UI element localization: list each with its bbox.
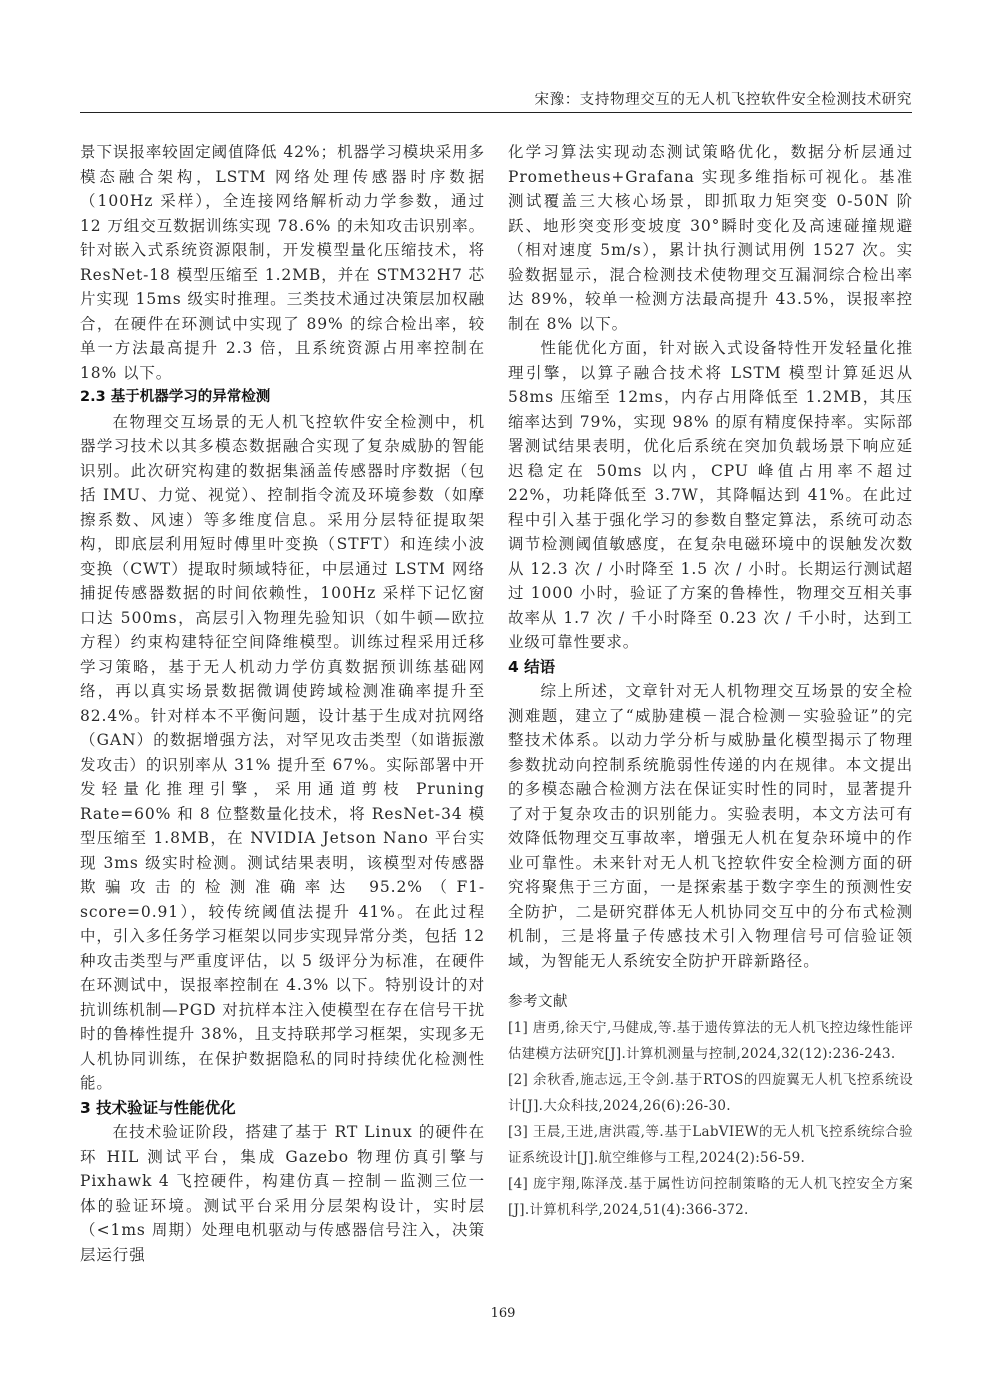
reference-item: [2] 余秋香,施志远,王令剑.基于RTOS的四旋翼无人机飞控系统设计[J].大众科技,2024,26(6):26-30.	[508, 1072, 913, 1114]
running-title: 宋豫：支持物理交互的无人机飞控软件安全检测技术研究	[534, 92, 912, 108]
left-column	[80, 140, 485, 1267]
paragraph-ml-detection: 在物理交互场景的无人机飞控软件安全检测中，机器学习技术以其多模态数据融合实现了复杂威胁的智能识别。此次研究构建的数据集涵盖传感器时序数据（包括 IMU、力觉、视觉）、控制指令流及环境参数（如摩擦系数、风速）等多维度信息。采用分层特征提取架构，即底层利用短时傅里叶变换（STFT）和连续小波变换（CWT）提取时频域特征，中层通过 LSTM 网络捕捉传感器数据的时间依赖性，100Hz 采样下记忆窗口达 500ms，高层引入物理先验知识（如牛顿—欧拉方程）约束构建特征空间降维模型。训练过程采用迁移学习策略，基于无人机动力学仿真数据预训练基础网络，再以真实场景数据微调使跨域检测准确率提升至 82.4%。针对样本不平衡问题，设计基于生成对抗网络（GAN）的数据增强方法，对罕见攻击类型（如谐振激发攻击）的识别率从 31% 提升至 67%。实际部署中开发轻量化推理引擎，采用通道剪枝 Pruning Rate=60% 和 8 位整数量化技术，将 ResNet-34 模型压缩至 1.8MB，在 NVIDIA Jetson Nano 平台实现 3ms 级实时检测。测试结果表明，该模型对传感器欺骗攻击的检测准确率达 95.2%（F1-score=0.91），较传统阈值法提升 41%。在此过程中，引入多任务学习框架以同步实现异常分类，包括 12 种攻击类型与严重度评估，以 5 级评分为标准，在硬件在环测试中，误报率控制在 4.3% 以下。特别设计的对抗训练机制—PGD 对抗样本注入使模型在存在信号干扰时的鲁棒性提升 38%，且支持联邦学习框架，实现多无人机协同训练，在保护数据隐私的同时持续优化检测性能。	[80, 412, 485, 1092]
paragraph-continued: 景下误报率较固定阈值降低 42%；机器学习模块采用多模态融合架构，LSTM 网络处理传感器时序数据（100Hz 采样），全连接网络解析动力学参数，通过 12 万组交互数据训练实现 78.6% 的未知攻击识别率。针对嵌入式系统资源限制，开发模型量化压缩技术，将 ResNet-18 模型压缩至 1.2MB，并在 STM32H7 芯片实现 15ms 级实时推理。三类技术通过决策层加权融合，在硬件在环测试中实现了 89% 的综合检出率，较单一方法最高提升 2.3 倍，且系统资源占用率控制在 18% 以下。	[80, 143, 485, 382]
paragraph-conclusion: 综上所述，文章针对无人机物理交互场景的安全检测难题，建立了“威胁建模－混合检测－实验验证”的完整技术体系。以动力学分析与威胁量化模型揭示了物理参数扰动向控制系统脆弱性传递的内在规律。本文提出的多模态融合检测方法在保证实时性的同时，显著提升了对于复杂攻击的识别能力。实验表明，本文方法可有效降低物理交互事故率，增强无人机在复杂环境中的作业可靠性。未来针对无人机飞控软件安全检测方面的研究将聚焦于三方面，一是探索基于数字孪生的预测性安全防护，二是研究群体无人机协同交互中的分布式检测机制，三是将量子传感技术引入物理信号可信验证领域，为智能无人系统安全防护开辟新路径。	[508, 682, 913, 970]
reference-item: [4] 庞宇翔,陈泽茂.基于属性访问控制策略的无人机飞控安全方案[J].计算机科学,2024,51(4):366-372.	[508, 1176, 913, 1218]
references-heading: 参考文献	[508, 994, 568, 1010]
paragraph-verification-continued: 化学习算法实现动态测试策略优化，数据分析层通过 Prometheus+Grafana 实现多维指标可视化。基准测试覆盖三大核心场景，即抓取力矩突变 0-50N 阶跃、地形突变形变坡度 30°瞬时变化及高速碰撞规避（相对速度 5m/s），累计执行测试用例 1527 次。实验数据显示，混合检测技术使物理交互漏洞综合检出率达 89%，较单一检测方法最高提升 43.5%，误报率控制在 8% 以下。	[508, 143, 913, 333]
header-rule	[80, 112, 912, 113]
section-heading-2-3: 2.3 基于机器学习的异常检测	[80, 389, 271, 405]
section-heading-4: 4 结语	[508, 657, 556, 676]
right-column	[508, 140, 913, 1223]
reference-item: [1] 唐勇,徐天宁,马健成,等.基于遗传算法的无人机飞控边缘性能评估建模方法研究[J].计算机测量与控制,2024,32(12):236-243.	[508, 1020, 913, 1062]
page-number: 169	[490, 1306, 516, 1321]
reference-item: [3] 王晨,王进,唐洪霞,等.基于LabVIEW的无人机飞控系统综合验证系统设计[J].航空维修与工程,2024(2):56-59.	[508, 1124, 913, 1166]
paragraph-verification: 在技术验证阶段，搭建了基于 RT Linux 的硬件在环 HIL 测试平台，集成 Gazebo 物理仿真引擎与 Pixhawk 4 飞控硬件，构建仿真－控制－监测三位一体的验证环境。测试平台采用分层架构设计，实时层（<1ms 周期）处理电机驱动与传感器信号注入，决策层运行强	[80, 1123, 485, 1264]
section-heading-3: 3 技术验证与性能优化	[80, 1098, 236, 1117]
paragraph-performance: 性能优化方面，针对嵌入式设备特性开发轻量化推理引擎，以算子融合技术将 LSTM 模型计算延迟从 58ms 压缩至 12ms，内存占用降低至 1.2MB，其压缩率达到 79%，实现 98% 的原有精度保持率。实际部署测试结果表明，优化后系统在突加负载场景下响应延迟稳定在 50ms 以内，CPU 峰值占用率不超过 22%，功耗降低至 3.7W，其降幅达到 41%。在此过程中引入基于强化学习的参数自整定算法，系统可动态调节检测阈值敏感度，在复杂电磁环境中的误触发次数从 12.3 次 / 小时降至 1.5 次 / 小时。长期运行测试超过 1000 小时，验证了方案的鲁棒性，物理交互相关事故率从 1.7 次 / 千小时降至 0.23 次 / 千小时，达到工业级可靠性要求。	[508, 339, 913, 651]
